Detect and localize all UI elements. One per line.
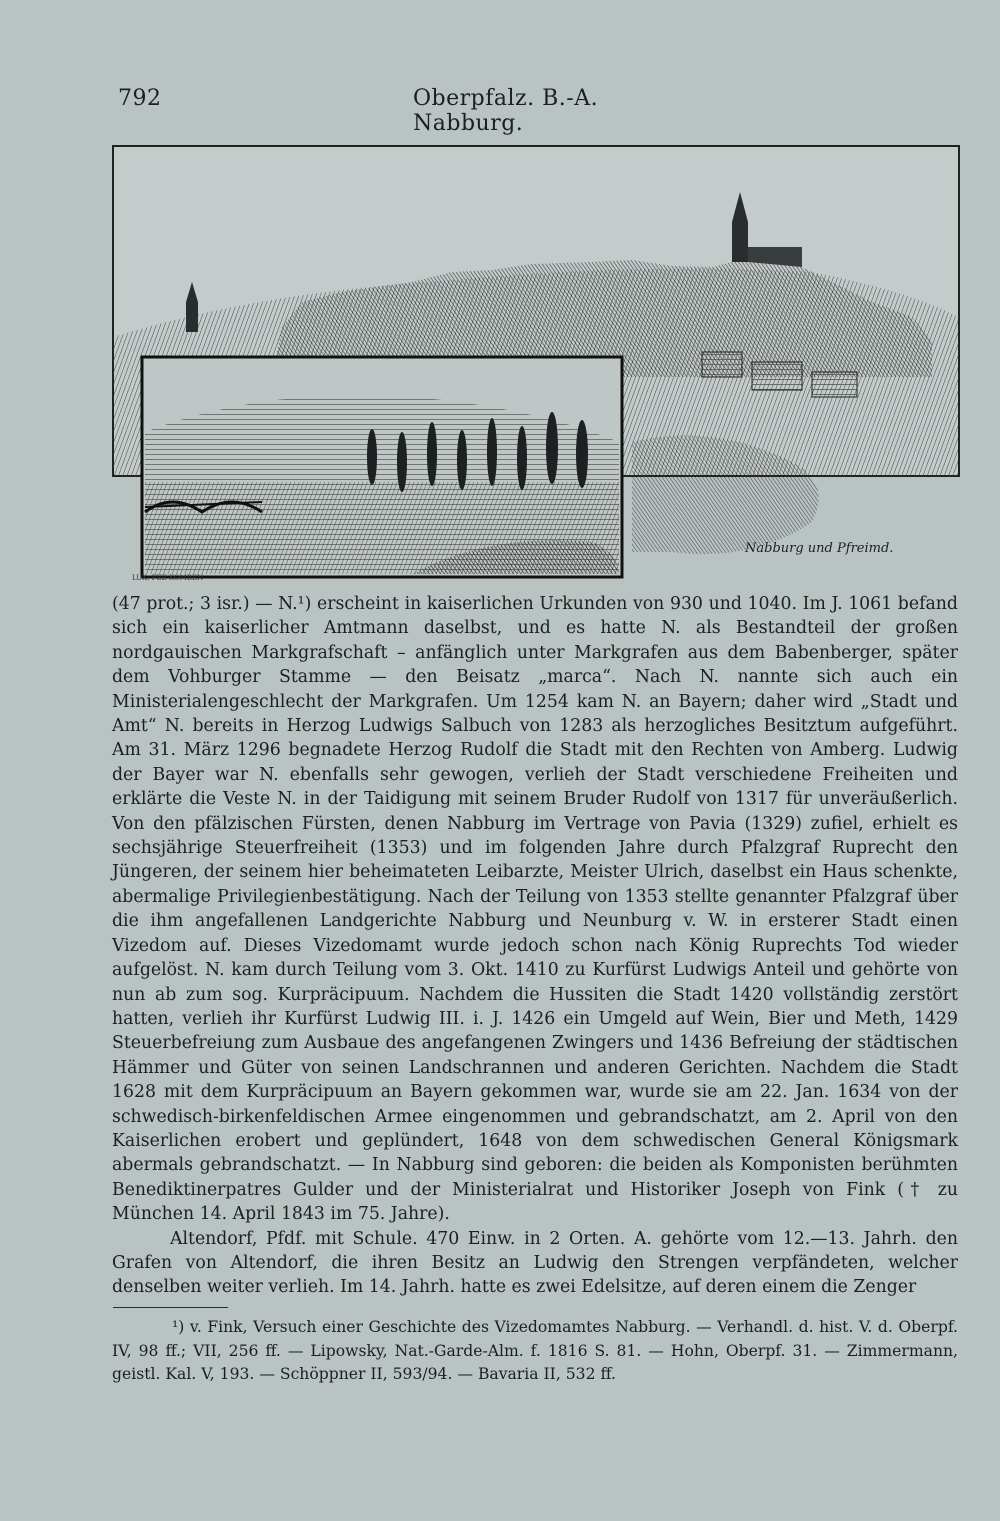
paragraph-altendorf: Altendorf, Pfdf. mit Schule. 470 Einw. in 2 Orten. A. gehörte vom 12.—13. Jahrh. den Grafen von Altendorf, die ihren Besitz an Ludwig den Strengen verpfändeten, welcher denselben weiter verlieh. Im 14. Jahrh. hatte es zwei Edelsitze, auf deren einem die Zenger <box>112 1228 958 1298</box>
footnote-divider <box>113 1307 228 1308</box>
running-head: Oberpfalz. B.-A. Nabburg. <box>413 86 599 136</box>
paragraph-nabburg-history: (47 prot.; 3 isr.) — N.¹) erscheint in kaiserlichen Urkunden von 930 und 1040. Im J. 1061 befand sich ein kaiserlicher Amtmann daselbst, und es hatte N. als Bestandteil der großen nordgauischen Markgrafschaft – anfänglich unter Markgrafen aus dem Babenberger, später dem Vohburger Stamme — den Beisatz „marca“. Nach N. nannte sich auch ein Ministerialengeschlecht der Markgrafen. Um 1254 kam N. an Bayern; daher wird „Stadt und Amt“ N. bereits in Herzog Ludwigs Salbuch von 1283 als herzogliches Besitztum aufgeführt. Am 31. März 1296 begnadete Herzog Rudolf die Stadt mit den Rechten von Amberg. Ludwig der Bayer war N. ebenfalls sehr gewogen, verlieh der Stadt verschiedene Freiheiten und erklärte die Veste N. in der Taidigung mit seinem Bruder Rudolf von 1317 für unveräußerlich. Von den pfälzischen Fürsten, denen Nabburg im Vertrage von Pavia (1329) zufiel, erhielt es sechsjährige Steuerfreiheit (1353) und im folgenden Jahre durch Pfalzgraf Ruprecht den Jüngeren, der seinem hier beheimateten Leibarzte, Meister Ulrich, daselbst ein Haus schenkte, abermalige Privilegienbestätigung. Nach der Teilung von 1353 stellte genannter Pfalzgraf über die ihm angefallenen Landgerichte Nabburg und Neunburg v. W. in ersterer Stadt einen Vizedom auf. Dieses Vizedomamt wurde jedoch schon nach König Ruprechts Tod wieder aufgelöst. N. kam durch Teilung vom 3. Okt. 1410 zu Kurfürst Ludwigs Anteil und gehörte von nun ab zum sog. Kurpräcipuum. Nachdem die Hussiten die Stadt 1420 vollständig zerstört hatten, verlieh ihr Kurfürst Ludwig III. i. J. 1426 ein Umgeld auf Wein, Bier und Meth, 1429 Steuerbefreiung zum Ausbaue des angefangenen Zwingers und 1436 Befreiung der städtischen Hämmer und Güter von seinen Landschrannen und anderen Gerichten. Nachdem die Stadt 1628 mit dem Kurpräcipuum an Bayern gekommen war, wurde sie am 22. Jan. 1634 von der schwedisch-birkenfeldischen Armee eingenommen und gebrandschatzt, am 2. April von den Kaiserlichen erobert und geplündert, 1648 von dem schwedischen General Königsmark abermals gebrandschatzt. — In Nabburg sind geboren: die beiden als Komponisten berühmten Benediktinerpatres Gulder und der Ministerialrat und Historiker Joseph von Fink († zu München 14. April 1843 im 75. Jahre). <box>112 594 958 1225</box>
engraving-artwork <box>112 142 962 582</box>
body-text <box>112 592 958 1300</box>
footnote: ¹) v. Fink, Versuch einer Geschichte des Vizedomamtes Nabburg. — Verhandl. d. hist. V. d. Oberpf. IV, 98 ff.; VII, 256 ff. — Lipowsky, Nat.-Garde-Alm. f. 1816 S. 81. — Hohn, Oberpf. 31. — Zimmermann, geistl. Kal. V, 193. — Schöppner II, 593/94. — Bavaria II, 532 ff. <box>112 1318 958 1383</box>
illustration-caption: Nabburg und Pfreimd. <box>745 541 894 556</box>
town-view-engraving <box>112 142 962 582</box>
page-number: 792 <box>118 86 162 111</box>
page-header <box>118 86 678 136</box>
engraver-signature: LUX. FEE KOMBEN <box>132 574 204 582</box>
